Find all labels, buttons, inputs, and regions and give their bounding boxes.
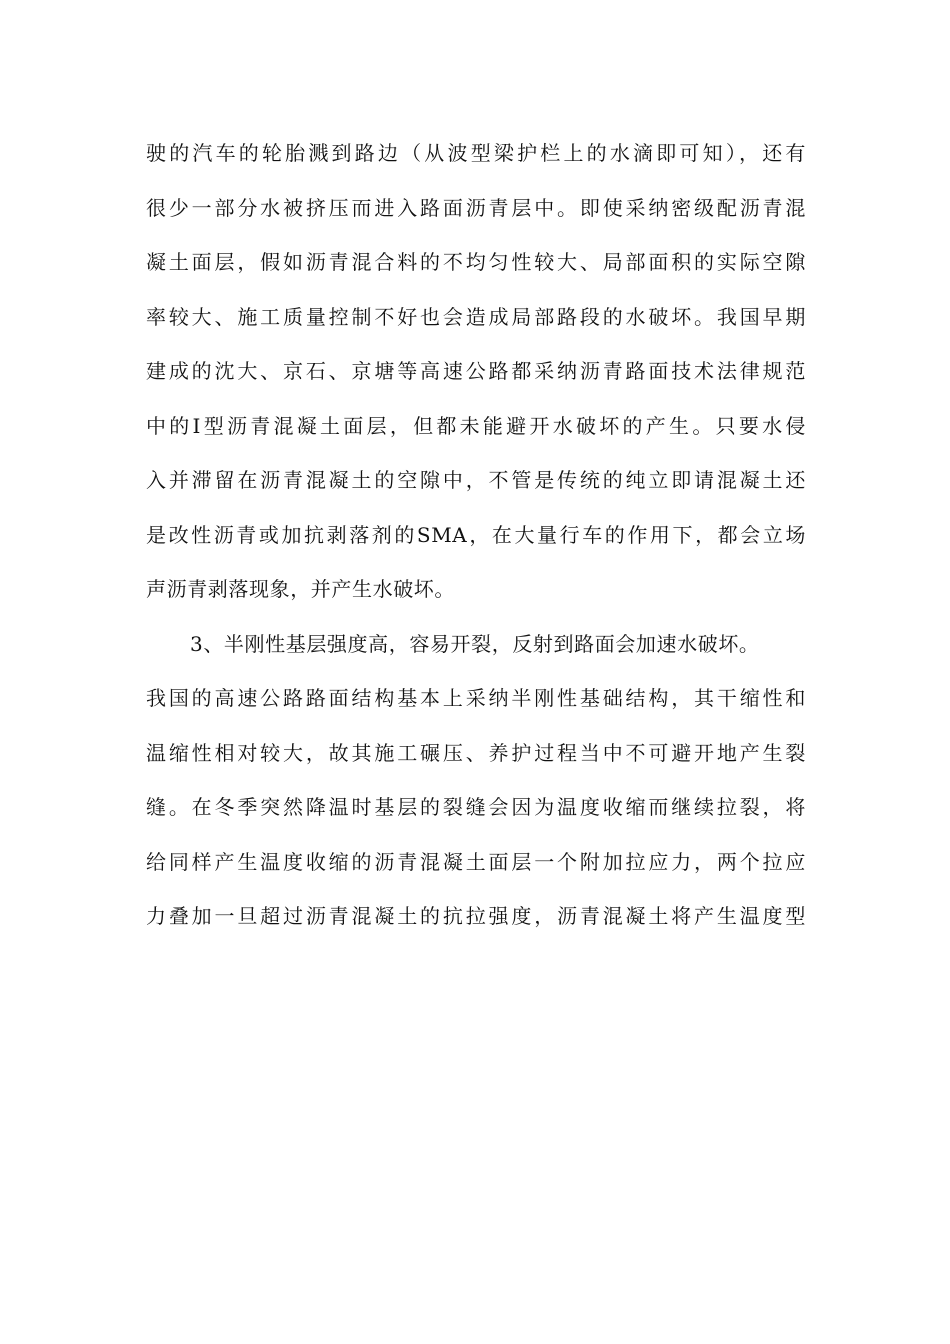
- text-line: 入并滞留在沥青混凝土的空隙中，不管是传统的纯立即请混凝土还: [146, 468, 806, 492]
- text-line: 中的Ⅰ型沥青混凝土面层，但都未能避开水破坏的产生。只要水侵: [146, 413, 806, 438]
- text-line: 凝土面层，假如沥青混合料的不均匀性较大、局部面积的实际空隙: [146, 250, 806, 274]
- text-line: 率较大、施工质量控制不好也会造成局部路段的水破坏。我国早期: [146, 304, 806, 329]
- text-line: 温缩性相对较大，故其施工碾压、养护过程当中不可避开地产生裂: [146, 740, 806, 765]
- text-line: 给同样产生温度收缩的沥青混凝土面层一个附加拉应力，两个拉应: [146, 849, 806, 874]
- text-line: 建成的沈大、京石、京塘等高速公路都采纳沥青路面技术法律规范: [146, 359, 806, 383]
- text-line: 是改性沥青或加抗剥落剂的SMA，在大量行车的作用下，都会立场: [146, 522, 806, 547]
- text-line: 很少一部分水被挤压而进入路面沥青层中。即使采纳密级配沥青混: [146, 195, 806, 220]
- text-line: 声沥青剥落现象，并产生水破坏。: [146, 577, 455, 601]
- body-text: [146, 133, 806, 951]
- text-line: 驶的汽车的轮胎溅到路边（从波型梁护栏上的水滴即可知），还有: [146, 141, 806, 165]
- text-line: 力叠加一旦超过沥青混凝土的抗拉强度，沥青混凝土将产生温度型: [146, 904, 806, 928]
- section-heading: 3、半刚性基层强度高，容易开裂，反射到路面会加速水破坏。: [190, 631, 760, 656]
- text-line: 缝。在冬季突然降温时基层的裂缝会因为温度收缩而继续拉裂，将: [146, 795, 806, 819]
- text-line: 我国的高速公路路面结构基本上采纳半刚性基础结构，其干缩性和: [146, 686, 806, 710]
